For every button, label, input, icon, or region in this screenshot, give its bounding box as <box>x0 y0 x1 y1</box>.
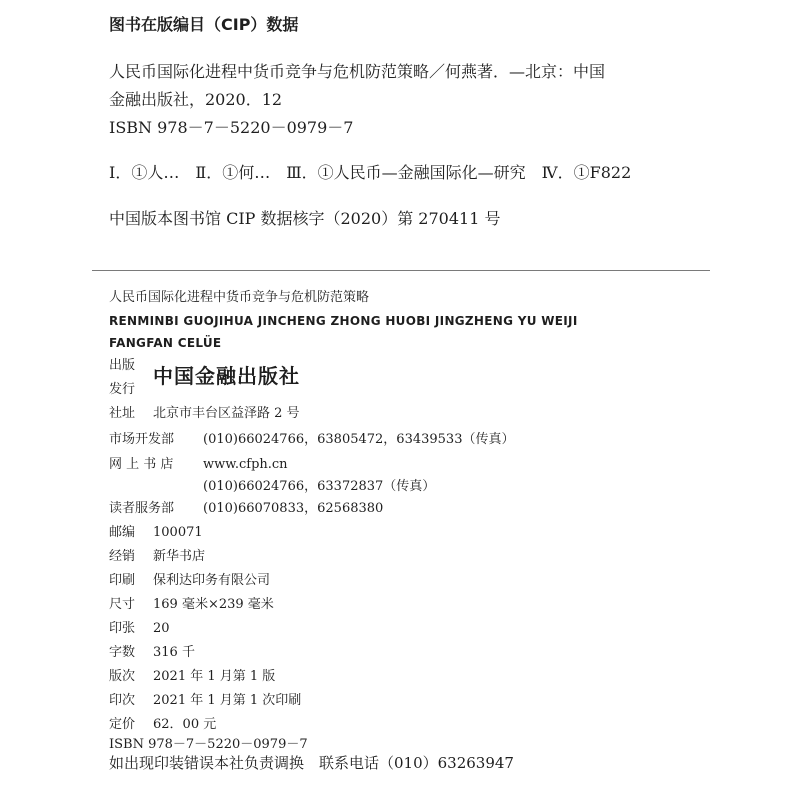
book-pinyin-line2: FANGFAN CELÜE <box>109 336 222 350</box>
cip-classification: Ⅰ．①人… Ⅱ．①何… Ⅲ．①人民币—金融国际化—研究 Ⅳ．①F822 <box>109 163 632 182</box>
detail-value: 316 千 <box>153 645 195 660</box>
detail-value: 62．00 元 <box>153 717 217 732</box>
cip-isbn: ISBN 978－7－5220－0979－7 <box>109 118 354 137</box>
detail-label: 字数 <box>109 645 136 660</box>
detail-value: 20 <box>153 621 170 636</box>
publisher-label-faxing: 发行 <box>109 382 136 397</box>
cip-description-line1: 人民币国际化进程中货币竞争与危机防范策略／何燕著．—北京：中国 <box>109 62 606 81</box>
detail-label: 印次 <box>109 693 136 708</box>
publisher-label-chuban: 出版 <box>109 358 136 373</box>
detail-label: 邮编 <box>109 525 136 540</box>
cip-description-line2: 金融出版社，2020．12 <box>109 90 283 109</box>
detail-value: www.cfph.cn <box>203 457 288 472</box>
detail-label: 读者服务部 <box>109 501 175 516</box>
detail-value: 169 毫米×239 毫米 <box>153 597 274 612</box>
detail-label: 印张 <box>109 621 136 636</box>
detail-label: 版次 <box>109 669 136 684</box>
footer-note: 如出现印装错误本社负责调换 联系电话（010）63263947 <box>109 754 514 772</box>
detail-value: (010)66024766，63372837（传真） <box>203 479 436 494</box>
detail-value: ISBN 978－7－5220－0979－7 <box>109 737 308 752</box>
section-divider <box>92 270 710 271</box>
detail-label: 社址 <box>109 406 136 421</box>
detail-value: 2021 年 1 月第 1 次印刷 <box>153 693 302 708</box>
detail-label: 网 上 书 店 <box>109 457 174 472</box>
detail-value: 2021 年 1 月第 1 版 <box>153 669 276 684</box>
detail-value: 100071 <box>153 525 203 540</box>
detail-value: 新华书店 <box>153 549 206 564</box>
detail-label: 市场开发部 <box>109 432 175 447</box>
detail-value: 保利达印务有限公司 <box>153 573 271 588</box>
book-title: 人民币国际化进程中货币竞争与危机防范策略 <box>109 290 370 305</box>
detail-label: 定价 <box>109 717 136 732</box>
detail-value: (010)66024766，63805472，63439533（传真） <box>203 432 515 447</box>
cip-title: 图书在版编目（CIP）数据 <box>109 15 299 34</box>
detail-label: 经销 <box>109 549 136 564</box>
detail-label: 尺寸 <box>109 597 136 612</box>
book-pinyin-line1: RENMINBI GUOJIHUA JINCHENG ZHONG HUOBI JINGZHENG YU WEIJI <box>109 314 578 328</box>
detail-value: 北京市丰台区益泽路 2 号 <box>153 406 300 421</box>
cip-check-number: 中国版本图书馆 CIP 数据核字（2020）第 270411 号 <box>109 209 501 228</box>
detail-label: 印刷 <box>109 573 136 588</box>
detail-value: (010)66070833，62568380 <box>203 501 384 516</box>
publisher-logo: 中国金融出版社 <box>153 364 300 388</box>
